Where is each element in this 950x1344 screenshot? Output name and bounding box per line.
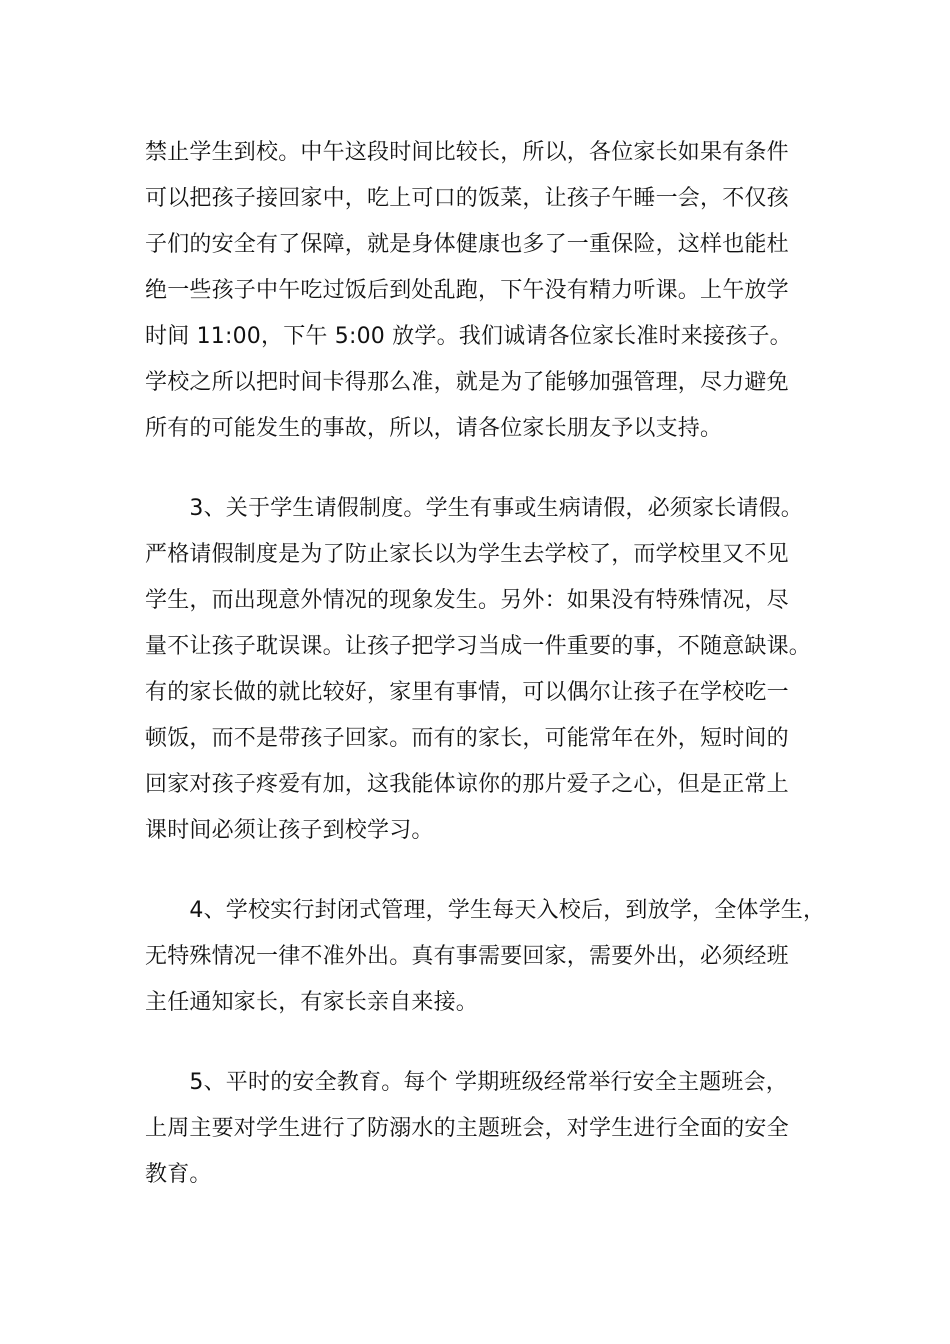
text-line: 教育。 — [145, 1162, 212, 1187]
text-line: 学校之所以把时间卡得那么准，就是为了能够加强管理，尽力避免 — [145, 370, 789, 395]
text-line: 无特殊情况一律不准外出。真有事需要回家，需要外出，必须经班 — [145, 944, 789, 969]
paragraph — [145, 486, 812, 854]
text-line: 量不让孩子耽误课。让孩子把学习当成一件重要的事，不随意缺课。 — [145, 634, 812, 659]
text-line: 上周主要对学生进行了防溺水的主题班会，对学生进行全面的安全 — [145, 1116, 789, 1141]
text-line: 时间 11:00，下午 5:00 放学。我们诚请各位家长准时来接孩子。 — [145, 324, 792, 349]
paragraph-spacer — [145, 1026, 805, 1060]
text-line: 禁止学生到校。中午这段时间比较长，所以，各位家长如果有条件 — [145, 140, 789, 165]
document-body — [145, 130, 826, 1198]
paragraph — [145, 130, 805, 452]
text-line: 可以把孩子接回家中，吃上可口的饭菜，让孩子午睡一会，不仅孩 — [145, 186, 789, 211]
text-line: 绝一些孩子中午吃过饭后到处乱跑，下午没有精力听课。上午放学 — [145, 278, 789, 303]
paragraph-spacer — [145, 854, 805, 888]
paragraph — [145, 1060, 805, 1198]
text-line: 回家对孩子疼爱有加，这我能体谅你的那片爱子之心，但是正常上 — [145, 772, 789, 797]
text-line: 所有的可能发生的事故，所以，请各位家长朋友予以支持。 — [145, 416, 723, 441]
text-line: 顿饭，而不是带孩子回家。而有的家长，可能常年在外，短时间的 — [145, 726, 789, 751]
text-line: 5、平时的安全教育。每个 学期班级经常举行安全主题班会， — [145, 1070, 788, 1095]
paragraph-spacer — [145, 452, 805, 486]
text-line: 子们的安全有了保障，就是身体健康也多了一重保险，这样也能杜 — [145, 232, 789, 257]
text-line: 4、学校实行封闭式管理，学生每天入校后，到放学，全体学生， — [145, 898, 826, 923]
paragraph — [145, 888, 826, 1026]
text-line: 课时间必须让孩子到校学习。 — [145, 818, 434, 843]
text-line: 学生，而出现意外情况的现象发生。另外：如果没有特殊情况，尽 — [145, 588, 789, 613]
text-line: 有的家长做的就比较好，家里有事情，可以偶尔让孩子在学校吃一 — [145, 680, 789, 705]
text-line: 主任通知家长，有家长亲自来接。 — [145, 990, 479, 1015]
text-line: 严格请假制度是为了防止家长以为学生去学校了，而学校里又不见 — [145, 542, 789, 567]
text-line: 3、关于学生请假制度。学生有事或生病请假，必须家长请假。 — [145, 496, 803, 521]
